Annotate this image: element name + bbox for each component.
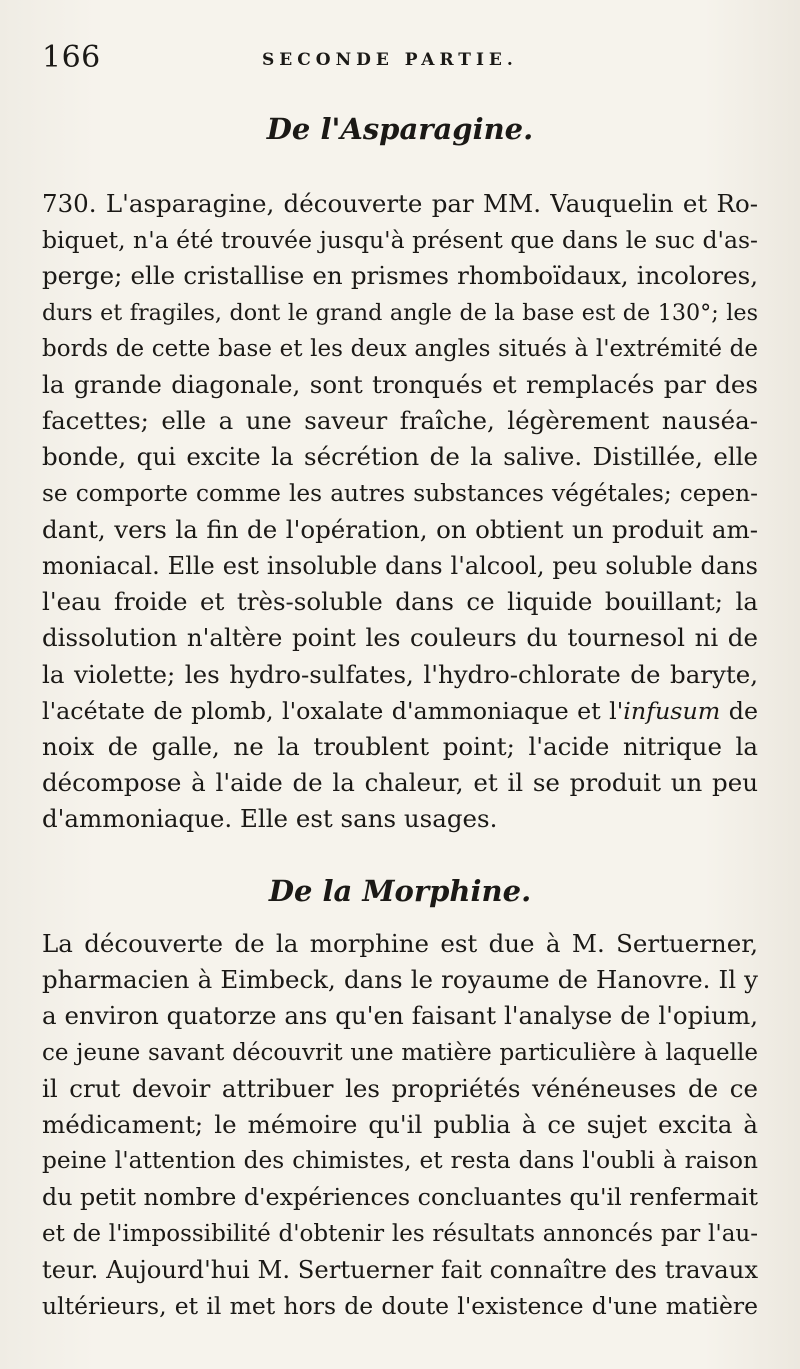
text-line: bonde, qui excite la sécrétion de la salive. Distillée, elle xyxy=(42,442,758,472)
section-heading-asparagine: De l'Asparagine. xyxy=(266,112,534,146)
paragraph-asparagine xyxy=(42,186,758,838)
text-line: la grande diagonale, sont tronqués et remplacés par des xyxy=(42,370,758,400)
paragraph-morphine xyxy=(42,926,758,1324)
text-line: pharmacien à Eimbeck, dans le royaume de Hanovre. Il y xyxy=(42,965,758,995)
text-line: 730. L'asparagine, découverte par MM. Vauquelin et Ro- xyxy=(42,189,758,218)
text-line: l'eau froide et très-soluble dans ce liquide bouillant; la xyxy=(42,587,758,617)
text-line: facettes; elle a une saveur fraîche, légèrement nauséa- xyxy=(42,406,758,436)
text-line: moniacal. Elle est insoluble dans l'alcool, peu soluble dans xyxy=(42,552,758,581)
text-line: peine l'attention des chimistes, et resta dans l'oubli à raison xyxy=(42,1147,758,1175)
text-line: et de l'impossibilité d'obtenir les résultats annoncés par l'au- xyxy=(42,1220,758,1247)
text-line: décompose à l'aide de la chaleur, et il se produit un peu xyxy=(42,768,758,798)
part-title: SECONDE PARTIE. xyxy=(262,50,518,70)
text-line: dant, vers la fin de l'opération, on obtient un produit am- xyxy=(42,514,758,544)
text-line: La découverte de la morphine est due à M. Sertuerner, xyxy=(42,929,758,958)
text-line: biquet, n'a été trouvée jusqu'à présent que dans le suc d'as- xyxy=(42,226,758,255)
text-line: a environ quatorze ans qu'en faisant l'analyse de l'opium, xyxy=(42,1001,758,1031)
section-heading-morphine: De la Morphine. xyxy=(268,874,532,908)
text-line: ce jeune savant découvrit une matière particulière à laquelle xyxy=(42,1039,758,1066)
text-line: dissolution n'altère point les couleurs du tournesol ni de xyxy=(42,623,758,653)
page-number: 166 xyxy=(42,40,101,75)
text-line: l'acétate de plomb, l'oxalate d'ammoniaque et l'infusum de xyxy=(42,696,759,725)
text-line: perge; elle cristallise en prismes rhomboïdaux, incolores, xyxy=(42,261,758,291)
text-line: durs et fragiles, dont le grand angle de la base est de 130°; les xyxy=(42,299,758,326)
text-line: se comporte comme les autres substances végétales; cepen- xyxy=(42,479,758,507)
text-line: teur. Aujourd'hui M. Sertuerner fait connaître des travaux xyxy=(42,1254,758,1284)
text-line: ultérieurs, et il met hors de doute l'existence d'une matière xyxy=(42,1292,758,1321)
text-line: médicament; le mémoire qu'il publia à ce sujet excita à xyxy=(42,1110,758,1140)
text-line: bords de cette base et les deux angles situés à l'extrémité de xyxy=(42,335,758,362)
text-line: noix de galle, ne la troublent point; l'acide nitrique la xyxy=(42,732,758,762)
running-head xyxy=(42,40,758,75)
text-line: la violette; les hydro-sulfates, l'hydro-chlorate de baryte, xyxy=(42,659,758,689)
text-line: du petit nombre d'expériences concluantes qu'il renfermait xyxy=(42,1183,759,1212)
text-line: d'ammoniaque. Elle est sans usages. xyxy=(42,804,498,834)
text-line: il crut devoir attribuer les propriétés vénéneuses de ce xyxy=(42,1073,758,1103)
